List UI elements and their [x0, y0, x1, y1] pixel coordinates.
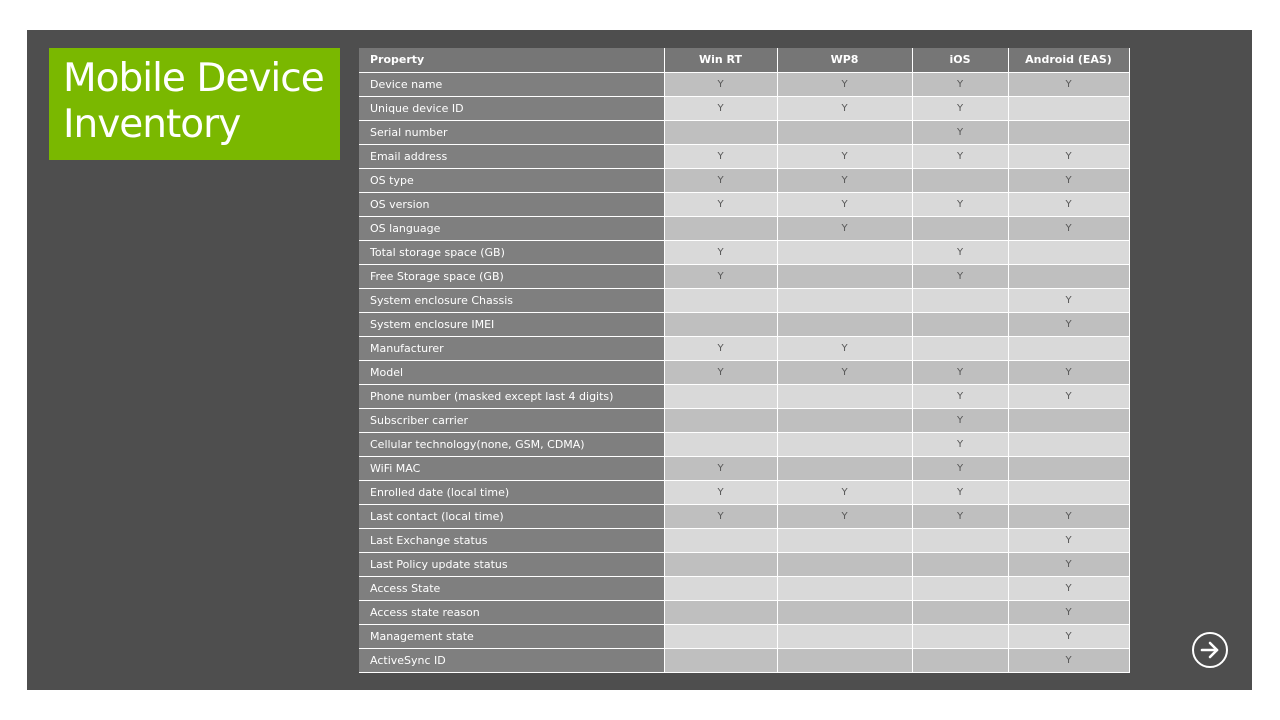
value-cell: Y — [912, 264, 1008, 288]
value-cell — [777, 408, 912, 432]
value-cell — [777, 120, 912, 144]
next-slide-button[interactable] — [1192, 632, 1228, 668]
property-cell: OS version — [359, 192, 664, 216]
value-cell: Y — [664, 456, 777, 480]
value-cell — [664, 384, 777, 408]
value-cell — [1008, 336, 1129, 360]
value-cell — [912, 624, 1008, 648]
column-header-property: Property — [359, 48, 664, 72]
value-cell — [777, 288, 912, 312]
value-cell — [1008, 96, 1129, 120]
value-cell — [777, 264, 912, 288]
table-row — [359, 96, 1129, 120]
value-cell: Y — [1008, 504, 1129, 528]
value-cell — [777, 600, 912, 624]
property-cell: System enclosure IMEI — [359, 312, 664, 336]
value-cell — [664, 648, 777, 672]
column-header-win-rt: Win RT — [664, 48, 777, 72]
value-cell: Y — [777, 480, 912, 504]
property-cell: Last Policy update status — [359, 552, 664, 576]
value-cell: Y — [664, 168, 777, 192]
property-cell: System enclosure Chassis — [359, 288, 664, 312]
column-header-ios: iOS — [912, 48, 1008, 72]
table-row — [359, 456, 1129, 480]
value-cell: Y — [912, 408, 1008, 432]
value-cell: Y — [777, 192, 912, 216]
value-cell: Y — [912, 432, 1008, 456]
property-cell: WiFi MAC — [359, 456, 664, 480]
table-row — [359, 384, 1129, 408]
table-row — [359, 408, 1129, 432]
value-cell: Y — [912, 456, 1008, 480]
value-cell — [777, 528, 912, 552]
property-cell: Serial number — [359, 120, 664, 144]
value-cell — [1008, 456, 1129, 480]
property-cell: Enrolled date (local time) — [359, 480, 664, 504]
value-cell: Y — [1008, 144, 1129, 168]
value-cell — [912, 528, 1008, 552]
value-cell — [912, 168, 1008, 192]
value-cell — [912, 576, 1008, 600]
value-cell: Y — [912, 144, 1008, 168]
value-cell: Y — [1008, 192, 1129, 216]
table-row — [359, 432, 1129, 456]
property-cell: Access State — [359, 576, 664, 600]
value-cell — [664, 576, 777, 600]
table-row — [359, 528, 1129, 552]
value-cell: Y — [912, 240, 1008, 264]
value-cell: Y — [777, 144, 912, 168]
value-cell: Y — [912, 480, 1008, 504]
value-cell: Y — [1008, 360, 1129, 384]
value-cell — [777, 624, 912, 648]
value-cell: Y — [1008, 528, 1129, 552]
value-cell: Y — [1008, 624, 1129, 648]
value-cell — [777, 432, 912, 456]
property-cell: Last contact (local time) — [359, 504, 664, 528]
value-cell: Y — [777, 72, 912, 96]
property-cell: Device name — [359, 72, 664, 96]
value-cell — [664, 288, 777, 312]
property-cell: Subscriber carrier — [359, 408, 664, 432]
value-cell: Y — [1008, 216, 1129, 240]
value-cell — [1008, 264, 1129, 288]
value-cell: Y — [912, 192, 1008, 216]
value-cell — [1008, 432, 1129, 456]
table-row — [359, 504, 1129, 528]
device-inventory-table — [359, 48, 1130, 673]
value-cell: Y — [664, 360, 777, 384]
value-cell — [664, 216, 777, 240]
property-cell: Phone number (masked except last 4 digits) — [359, 384, 664, 408]
value-cell: Y — [1008, 288, 1129, 312]
value-cell: Y — [1008, 72, 1129, 96]
value-cell — [777, 648, 912, 672]
value-cell: Y — [1008, 600, 1129, 624]
slide-title: Mobile Device Inventory — [63, 56, 324, 147]
property-cell: Management state — [359, 624, 664, 648]
value-cell: Y — [777, 360, 912, 384]
table-row — [359, 480, 1129, 504]
value-cell: Y — [1008, 552, 1129, 576]
value-cell: Y — [777, 168, 912, 192]
value-cell — [1008, 240, 1129, 264]
value-cell — [777, 576, 912, 600]
table-row — [359, 192, 1129, 216]
value-cell — [912, 648, 1008, 672]
table-row — [359, 312, 1129, 336]
value-cell: Y — [1008, 648, 1129, 672]
value-cell — [912, 288, 1008, 312]
table-row — [359, 600, 1129, 624]
value-cell: Y — [664, 240, 777, 264]
value-cell — [777, 552, 912, 576]
value-cell — [912, 336, 1008, 360]
property-cell: OS type — [359, 168, 664, 192]
table-row — [359, 288, 1129, 312]
table-row — [359, 216, 1129, 240]
table-row — [359, 72, 1129, 96]
property-cell: ActiveSync ID — [359, 648, 664, 672]
property-cell: Total storage space (GB) — [359, 240, 664, 264]
value-cell: Y — [664, 504, 777, 528]
table-row — [359, 552, 1129, 576]
column-header-android: Android (EAS) — [1008, 48, 1129, 72]
value-cell: Y — [912, 72, 1008, 96]
table-body — [359, 72, 1129, 672]
value-cell — [912, 312, 1008, 336]
value-cell: Y — [1008, 168, 1129, 192]
table-row — [359, 264, 1129, 288]
property-cell: Last Exchange status — [359, 528, 664, 552]
property-cell: Unique device ID — [359, 96, 664, 120]
value-cell: Y — [912, 360, 1008, 384]
value-cell: Y — [664, 96, 777, 120]
value-cell — [777, 240, 912, 264]
value-cell: Y — [1008, 384, 1129, 408]
value-cell: Y — [912, 504, 1008, 528]
value-cell: Y — [664, 144, 777, 168]
value-cell — [912, 600, 1008, 624]
table-header-row — [359, 48, 1129, 72]
property-cell: Access state reason — [359, 600, 664, 624]
value-cell: Y — [664, 192, 777, 216]
value-cell — [912, 216, 1008, 240]
property-cell: Cellular technology(none, GSM, CDMA) — [359, 432, 664, 456]
table-row — [359, 648, 1129, 672]
value-cell: Y — [1008, 312, 1129, 336]
table-row — [359, 336, 1129, 360]
value-cell — [664, 312, 777, 336]
value-cell: Y — [1008, 576, 1129, 600]
value-cell: Y — [664, 480, 777, 504]
table-row — [359, 120, 1129, 144]
value-cell — [664, 432, 777, 456]
table-row — [359, 168, 1129, 192]
value-cell — [1008, 408, 1129, 432]
arrow-right-circle-icon — [1199, 639, 1221, 661]
table-row — [359, 144, 1129, 168]
property-cell: Manufacturer — [359, 336, 664, 360]
table-row — [359, 576, 1129, 600]
value-cell — [777, 384, 912, 408]
title-box — [49, 48, 340, 160]
value-cell — [664, 120, 777, 144]
value-cell: Y — [912, 384, 1008, 408]
value-cell: Y — [664, 264, 777, 288]
value-cell: Y — [912, 96, 1008, 120]
value-cell — [1008, 120, 1129, 144]
value-cell — [664, 624, 777, 648]
property-cell: Model — [359, 360, 664, 384]
value-cell — [664, 600, 777, 624]
property-cell: OS language — [359, 216, 664, 240]
value-cell: Y — [777, 216, 912, 240]
property-cell: Free Storage space (GB) — [359, 264, 664, 288]
value-cell — [664, 552, 777, 576]
value-cell — [912, 552, 1008, 576]
table-row — [359, 240, 1129, 264]
value-cell: Y — [777, 96, 912, 120]
table-row — [359, 624, 1129, 648]
value-cell — [664, 408, 777, 432]
value-cell: Y — [912, 120, 1008, 144]
column-header-wp8: WP8 — [777, 48, 912, 72]
value-cell — [664, 528, 777, 552]
value-cell: Y — [777, 336, 912, 360]
value-cell: Y — [664, 72, 777, 96]
value-cell — [1008, 480, 1129, 504]
table-row — [359, 360, 1129, 384]
value-cell: Y — [664, 336, 777, 360]
property-cell: Email address — [359, 144, 664, 168]
value-cell — [777, 312, 912, 336]
value-cell — [777, 456, 912, 480]
value-cell: Y — [777, 504, 912, 528]
